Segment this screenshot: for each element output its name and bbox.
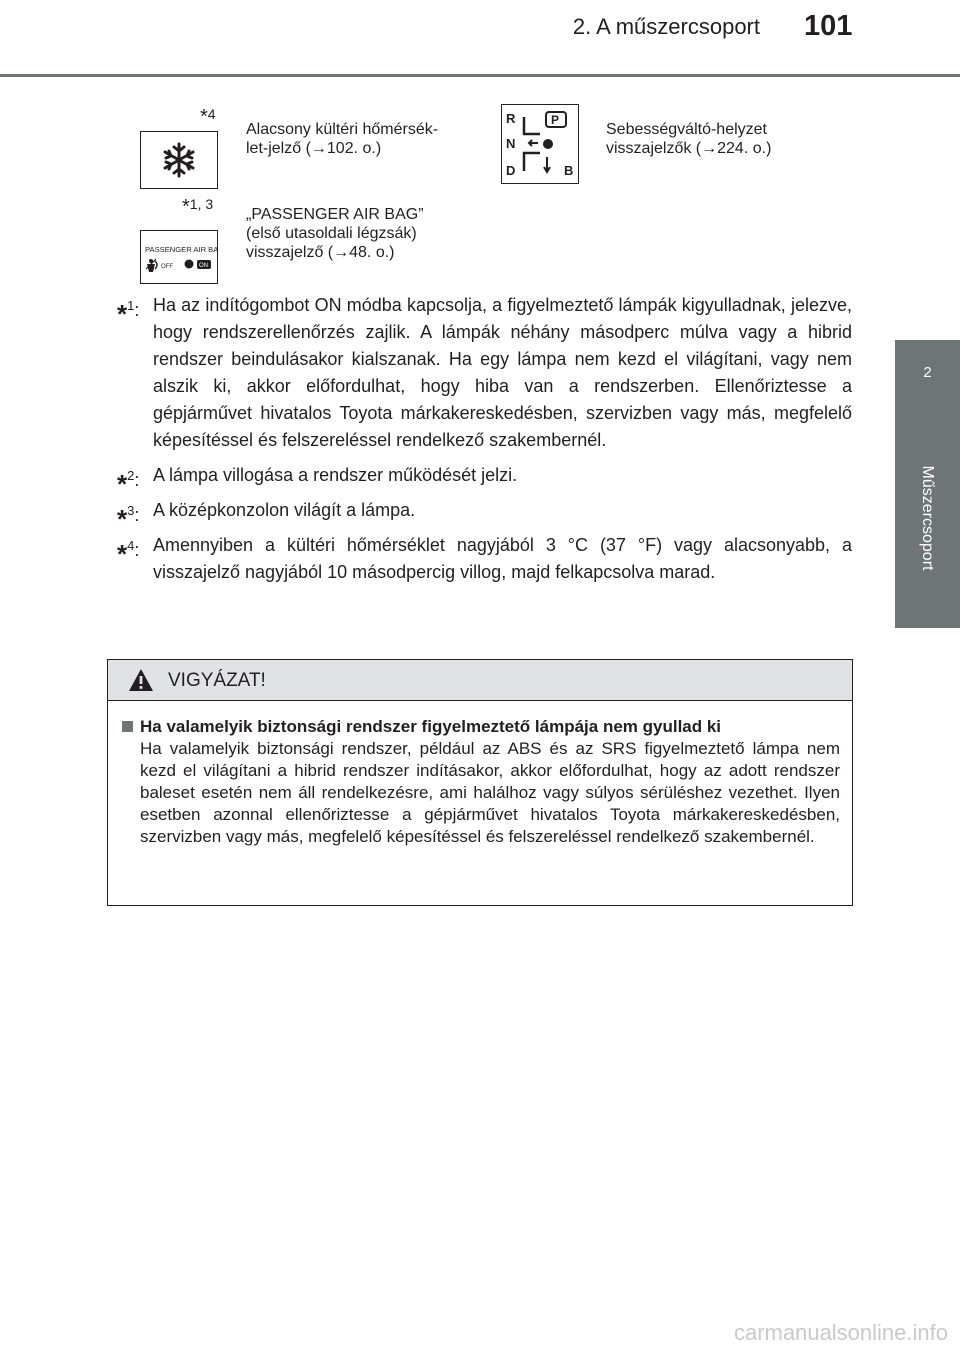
svg-text:N: N (506, 136, 516, 151)
page-number: 101 (804, 10, 853, 42)
svg-text:R: R (506, 111, 516, 126)
passenger-airbag-icon (141, 231, 217, 283)
chapter-number: 2 (923, 364, 932, 381)
indicator-description: Alacsony kültéri hőmérsék- let-jelző (→102. o.) (246, 121, 439, 157)
indicator-description: Sebességváltó-helyzet visszajelzők (→224. o.) (606, 121, 772, 157)
svg-text:PASSENGER AIR BAG: PASSENGER AIR BAG (145, 245, 217, 254)
snowflake-indicator (140, 131, 218, 189)
footnote (107, 292, 852, 454)
svg-text:B: B (564, 163, 574, 178)
footnote-marker: *$^3$: (117, 503, 140, 534)
caution-body (122, 716, 840, 848)
svg-text:P: P (551, 113, 560, 127)
svg-text:ON: ON (199, 263, 208, 269)
svg-text:OFF: OFF (161, 264, 173, 270)
footnote-marker: *$^1$: (117, 298, 140, 329)
footnotes (107, 292, 852, 594)
passenger-airbag-indicator (140, 230, 218, 284)
indicator-description: „PASSENGER AIR BAG” (első utasoldali légzsák) visszajelző (→48. o.) (246, 206, 424, 261)
svg-text:D: D (506, 163, 516, 178)
warning-triangle-icon (128, 668, 154, 692)
indicator-marker: *1, 3 (182, 196, 214, 218)
shift-position-icon (502, 105, 578, 183)
footnote-marker: *$^2$: (117, 468, 140, 499)
snowflake-icon (141, 132, 217, 188)
section-title: 2. A műszercsoport (572, 14, 760, 39)
caution-text: Ha valamelyik biztonsági rendszer, például az ABS és az SRS figyelmeztető lámpa nem kezd el világítani a hibrid rendszer indításakor, akkor előfordulhat, hogy az adott rendszer baleset esetén nem áll rendelkezésre, ami halálhoz vagy súlyos sérüléshez vezethet. Ilyen esetben azonnal ellenőriztesse a gépjárművet hivatalos Toyota márkakereskedésben, szervizben vagy más, megfelelő képesítéssel és felszereléssel rendelkező szakembernél. (140, 739, 840, 846)
footnote (107, 497, 852, 534)
footnote-text: A lámpa villogása a rendszer működését jelzi. (153, 465, 518, 485)
footnote-marker: *$^4$: (117, 538, 140, 569)
footnote (107, 532, 852, 586)
footnote-text: Amennyiben a kültéri hőmérséklet nagyjából 3 °C (37 °F) vagy alacsonyabb, a visszajelző nagyjából 10 másodpercig villog, majd felkapcsolva marad. (153, 535, 852, 582)
chapter-tab (895, 340, 960, 408)
caution-title: VIGYÁZAT! (168, 670, 266, 691)
caution-subtitle: Ha valamelyik biztonsági rendszer figyelmeztető lámpája nem gyullad ki (122, 716, 840, 738)
shift-position-indicator (501, 104, 579, 184)
caution-box (107, 659, 853, 906)
header-divider (0, 74, 960, 77)
bullet-square-icon (122, 721, 133, 732)
footnote-text: A középkonzolon világít a lámpa. (153, 500, 416, 520)
page-header (0, 0, 960, 80)
chapter-label: Műszercsoport (919, 465, 936, 571)
chapter-strip (895, 408, 960, 628)
watermark: carmanualsonline.info (733, 1320, 948, 1345)
footnote (107, 462, 852, 499)
footnote-text: Ha az indítógombot ON módba kapcsolja, a figyelmeztető lámpák kigyulladnak, jelezve, hogy rendszerellenőrzés zajlik. A lámpák néhány másodperc múlva vagy a hibrid rendszer beindulásakor kialszanak. Ha egy lámpa nem kezd el világítani, vagy nem alszik ki, akkor előfordulhat, hogy hiba van a rendszerben. Ellenőriztesse a gépjárművet hivatalos Toyota márkakereskedésben, szervizben vagy más, megfelelő képesítéssel és felszereléssel rendelkező szakembernél. (153, 295, 852, 450)
indicator-marker: *4 (200, 106, 216, 128)
caution-header (108, 660, 852, 701)
